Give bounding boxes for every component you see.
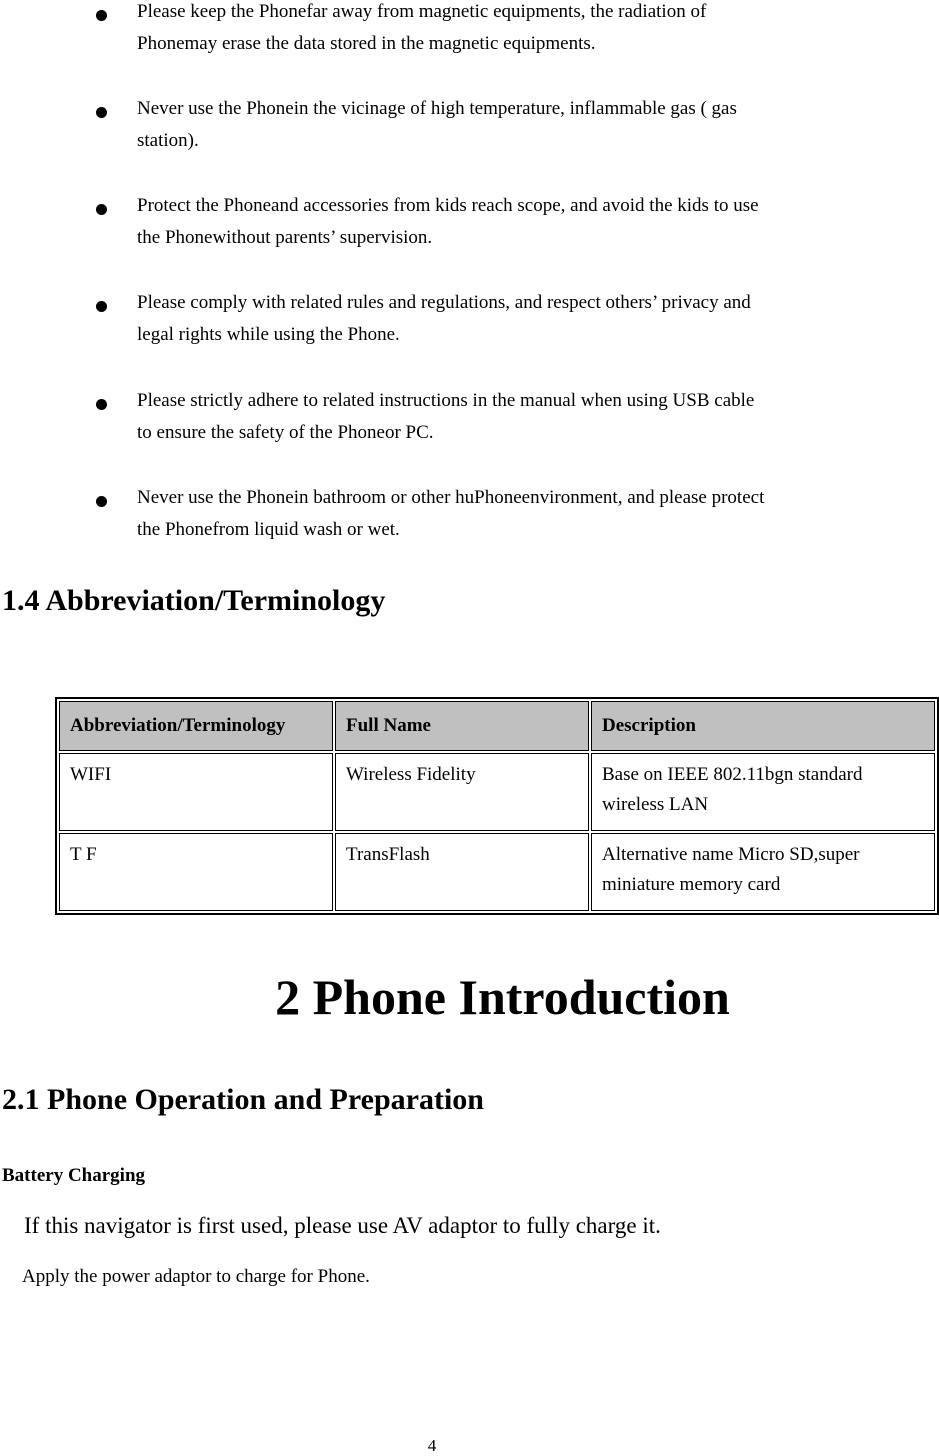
bullet-text-line: Never use the Phonein the vicinage of high temperature, inflammable gas ( gas xyxy=(137,98,737,119)
table-cell-abbreviation: WIFI xyxy=(59,753,333,831)
table-cell-full-name: Wireless Fidelity xyxy=(335,753,589,831)
description-line: miniature memory card xyxy=(602,874,781,895)
bullet-dot-icon xyxy=(96,301,107,312)
page-number: 4 xyxy=(427,1436,437,1455)
description-line: Alternative name Micro SD,super xyxy=(602,844,860,865)
table-cell-full-name: TransFlash xyxy=(335,833,589,911)
bullet-text-line: Please strictly adhere to related instructions in the manual when using USB cable xyxy=(137,390,755,411)
paragraph-first-use: If this navigator is first used, please use AV adaptor to fully charge it. xyxy=(24,1213,661,1238)
bullet-text-line: the Phonefrom liquid wash or wet. xyxy=(137,519,400,540)
description-line: wireless LAN xyxy=(602,794,709,815)
bullet-dot-icon xyxy=(96,496,107,507)
table-cell-abbreviation: T F xyxy=(59,833,333,911)
bullet-text-line: Please comply with related rules and regulations, and respect others’ privacy and xyxy=(137,292,751,313)
table-header-row xyxy=(59,701,935,751)
chapter-title: 2 Phone Introduction xyxy=(275,969,730,1025)
bullet-text-line: Phonemay erase the data stored in the magnetic equipments. xyxy=(137,33,596,54)
column-header-full-name: Full Name xyxy=(335,701,589,751)
subheading-battery-charging: Battery Charging xyxy=(2,1165,146,1186)
table-row xyxy=(59,833,935,911)
bullet-text-line: Never use the Phonein bathroom or other huPhoneenvironment, and please protect xyxy=(137,487,765,508)
bullet-dot-icon xyxy=(96,107,107,118)
bullet-text-line: legal rights while using the Phone. xyxy=(137,324,400,345)
bullet-text-line: to ensure the safety of the Phoneor PC. xyxy=(137,422,434,443)
paragraph-power-adaptor: Apply the power adaptor to charge for Phone. xyxy=(22,1266,370,1287)
section-heading-abbreviation: 1.4 Abbreviation/Terminology xyxy=(2,584,386,617)
bullet-dot-icon xyxy=(96,204,107,215)
bullet-dot-icon xyxy=(96,399,107,410)
bullet-dot-icon xyxy=(96,10,107,21)
bullet-text-line: the Phonewithout parents’ supervision. xyxy=(137,227,433,248)
terminology-table xyxy=(55,697,939,915)
column-header-abbreviation: Abbreviation/Terminology xyxy=(59,701,333,751)
section-heading-operation: 2.1 Phone Operation and Preparation xyxy=(2,1083,484,1116)
table-row xyxy=(59,753,935,831)
table-cell-description xyxy=(591,833,935,911)
description-line: Base on IEEE 802.11bgn standard xyxy=(602,764,863,785)
bullet-text-line: Please keep the Phonefar away from magnetic equipments, the radiation of xyxy=(137,1,707,22)
bullet-text-line: station). xyxy=(137,130,199,151)
table-cell-description xyxy=(591,753,935,831)
column-header-description: Description xyxy=(591,701,935,751)
bullet-text-line: Protect the Phoneand accessories from kids reach scope, and avoid the kids to use xyxy=(137,195,759,216)
